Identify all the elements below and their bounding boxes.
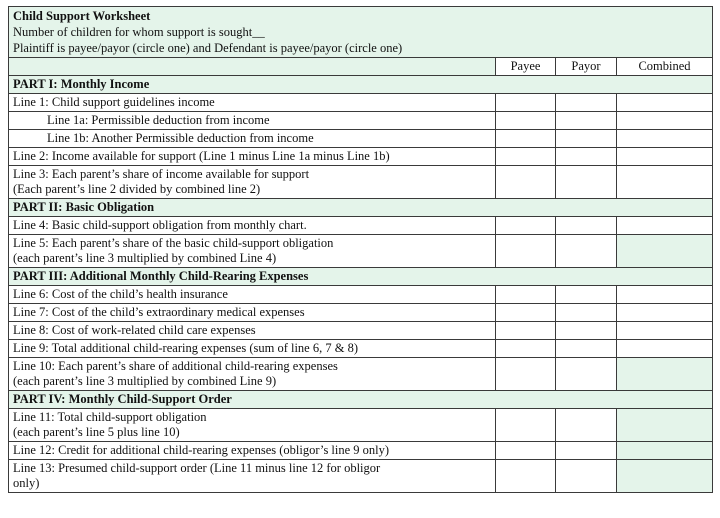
- row-label-line11: [9, 409, 496, 442]
- table-row: [9, 442, 713, 460]
- cell-combined-line7[interactable]: [617, 304, 713, 322]
- cell-payor-line7[interactable]: [556, 304, 617, 322]
- cell-combined-line1a[interactable]: [617, 112, 713, 130]
- worksheet-title: Child Support Worksheet: [13, 9, 151, 23]
- cell-payee-line1b[interactable]: [496, 130, 556, 148]
- table-row: [9, 409, 713, 442]
- row-label-line5-note: (each parent’s line 3 multiplied by combined Line 4): [13, 251, 277, 265]
- row-label-line8: Line 8: Cost of work-related child care expenses: [9, 322, 496, 340]
- cell-combined-line10-shaded: [617, 358, 713, 391]
- table-row: [9, 148, 713, 166]
- cell-payor-line2[interactable]: [556, 148, 617, 166]
- cell-payee-line3[interactable]: [496, 166, 556, 199]
- row-label-line13: [9, 460, 496, 493]
- cell-payor-line9[interactable]: [556, 340, 617, 358]
- column-header-payor: Payor: [556, 58, 617, 76]
- table-row: [9, 166, 713, 199]
- section-header-row: [9, 268, 713, 286]
- section-header-row: [9, 199, 713, 217]
- cell-payor-line11[interactable]: [556, 409, 617, 442]
- row-label-line3-main: Line 3: Each parent’s share of income available for support: [13, 167, 310, 181]
- row-label-line4: Line 4: Basic child-support obligation from monthly chart.: [9, 217, 496, 235]
- row-label-line1b: Line 1b: Another Permissible deduction from income: [9, 130, 496, 148]
- cell-payor-line1[interactable]: [556, 94, 617, 112]
- cell-combined-line12-shaded: [617, 442, 713, 460]
- cell-payee-line6[interactable]: [496, 286, 556, 304]
- row-label-line10-note: (each parent’s line 3 multiplied by combined Line 9): [13, 374, 277, 388]
- cell-payee-line11[interactable]: [496, 409, 556, 442]
- worksheet-header-row: [9, 7, 713, 58]
- section-title-part3: PART III: Additional Monthly Child-Rearing Expenses: [9, 268, 713, 286]
- row-label-line3-note: (Each parent’s line 2 divided by combined line 2): [13, 182, 261, 196]
- table-row: [9, 460, 713, 493]
- cell-payor-line10[interactable]: [556, 358, 617, 391]
- cell-combined-line8[interactable]: [617, 322, 713, 340]
- cell-payee-line10[interactable]: [496, 358, 556, 391]
- section-header-row: [9, 76, 713, 94]
- section-title-part4: PART IV: Monthly Child-Support Order: [9, 391, 713, 409]
- row-label-line1: Line 1: Child support guidelines income: [9, 94, 496, 112]
- cell-payee-line1a[interactable]: [496, 112, 556, 130]
- cell-combined-line2[interactable]: [617, 148, 713, 166]
- row-label-line11-main: Line 11: Total child-support obligation: [13, 410, 207, 424]
- cell-combined-line1[interactable]: [617, 94, 713, 112]
- table-row: [9, 217, 713, 235]
- cell-payor-line4[interactable]: [556, 217, 617, 235]
- row-label-line6: Line 6: Cost of the child’s health insurance: [9, 286, 496, 304]
- cell-combined-line1b[interactable]: [617, 130, 713, 148]
- cell-combined-line13-shaded: [617, 460, 713, 493]
- column-header-combined: Combined: [617, 58, 713, 76]
- cell-payor-line5[interactable]: [556, 235, 617, 268]
- cell-combined-line11-shaded: [617, 409, 713, 442]
- cell-payee-line8[interactable]: [496, 322, 556, 340]
- row-label-line7: Line 7: Cost of the child’s extraordinary medical expenses: [9, 304, 496, 322]
- row-label-line9: Line 9: Total additional child-rearing expenses (sum of line 6, 7 & 8): [9, 340, 496, 358]
- party-roles-line: Plaintiff is payee/payor (circle one) and Defendant is payee/payor (circle one): [13, 41, 403, 55]
- section-header-row: [9, 391, 713, 409]
- column-header-row: [9, 58, 713, 76]
- child-support-worksheet-table: [8, 6, 713, 493]
- row-label-line5: [9, 235, 496, 268]
- row-label-line2: Line 2: Income available for support (Line 1 minus Line 1a minus Line 1b): [9, 148, 496, 166]
- cell-payee-line1[interactable]: [496, 94, 556, 112]
- cell-payor-line3[interactable]: [556, 166, 617, 199]
- cell-combined-line5-shaded: [617, 235, 713, 268]
- cell-payor-line1b[interactable]: [556, 130, 617, 148]
- row-label-line10: [9, 358, 496, 391]
- table-row: [9, 358, 713, 391]
- table-row: [9, 286, 713, 304]
- row-label-line1a: Line 1a: Permissible deduction from income: [9, 112, 496, 130]
- cell-payor-line8[interactable]: [556, 322, 617, 340]
- table-row: [9, 340, 713, 358]
- cell-payee-line7[interactable]: [496, 304, 556, 322]
- table-row: [9, 112, 713, 130]
- cell-payee-line2[interactable]: [496, 148, 556, 166]
- cell-combined-line9[interactable]: [617, 340, 713, 358]
- cell-combined-line4[interactable]: [617, 217, 713, 235]
- cell-payee-line13[interactable]: [496, 460, 556, 493]
- table-row: [9, 304, 713, 322]
- row-label-line11-note: (each parent’s line 5 plus line 10): [13, 425, 180, 439]
- row-label-line12: Line 12: Credit for additional child-rearing expenses (obligor’s line 9 only): [9, 442, 496, 460]
- row-label-line5-main: Line 5: Each parent’s share of the basic child-support obligation: [13, 236, 334, 250]
- section-title-part2: PART II: Basic Obligation: [9, 199, 713, 217]
- cell-combined-line3[interactable]: [617, 166, 713, 199]
- section-title-part1: PART I: Monthly Income: [9, 76, 713, 94]
- worksheet-header-cell: [9, 7, 713, 58]
- children-count-line: Number of children for whom support is sought__: [13, 25, 265, 39]
- cell-payee-line12[interactable]: [496, 442, 556, 460]
- table-row: [9, 130, 713, 148]
- row-label-line10-main: Line 10: Each parent’s share of additional child-rearing expenses: [13, 359, 338, 373]
- column-header-payee: Payee: [496, 58, 556, 76]
- row-label-line13-main: Line 13: Presumed child-support order (Line 11 minus line 12 for obligor: [13, 461, 381, 475]
- cell-payor-line12[interactable]: [556, 442, 617, 460]
- row-label-line3: [9, 166, 496, 199]
- table-row: [9, 322, 713, 340]
- cell-payee-line5[interactable]: [496, 235, 556, 268]
- row-label-line13-note: only): [13, 476, 40, 490]
- cell-combined-line6[interactable]: [617, 286, 713, 304]
- cell-payee-line9[interactable]: [496, 340, 556, 358]
- cell-payee-line4[interactable]: [496, 217, 556, 235]
- cell-payor-line6[interactable]: [556, 286, 617, 304]
- table-row: [9, 94, 713, 112]
- column-header-blank: [9, 58, 496, 76]
- cell-payor-line13[interactable]: [556, 460, 617, 493]
- cell-payor-line1a[interactable]: [556, 112, 617, 130]
- table-row: [9, 235, 713, 268]
